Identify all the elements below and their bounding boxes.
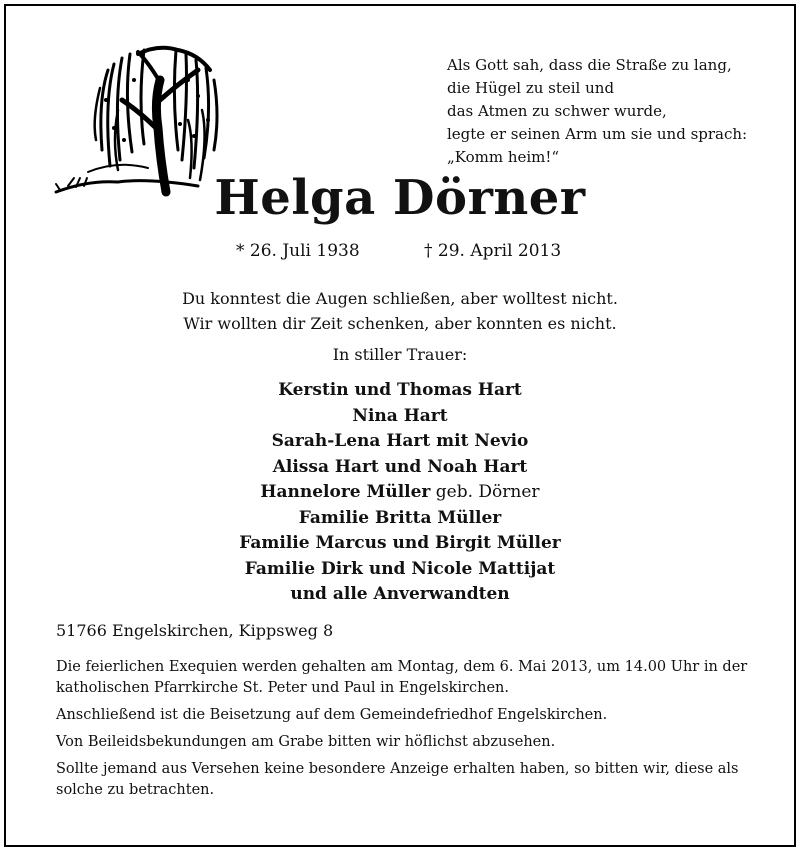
poem-line: legte er seinen Arm um sie und sprach: <box>447 125 748 143</box>
family-name: Familie Dirk und Nicole Mattijat <box>244 558 556 579</box>
info-paragraph: Anschließend ist die Beisetzung auf dem Gemeindefriedhof Engelskirchen. <box>56 707 608 723</box>
mourning-label: In stiller Trauer: <box>332 345 468 364</box>
family-name: Sarah-Lena Hart mit Nevio <box>271 431 529 451</box>
family-name: Familie Marcus und Birgit Müller <box>239 533 561 553</box>
family-name: und alle Anverwandten <box>290 584 510 604</box>
family-entry <box>0 531 800 557</box>
address: 51766 Engelskirchen, Kippsweg 8 <box>56 621 334 640</box>
family-list <box>0 378 800 608</box>
info-paragraph: Von Beileidsbekundungen am Grabe bitten wir höflichst abzusehen. <box>56 734 556 750</box>
poem-line: die Hügel zu steil und <box>447 79 615 97</box>
family-entry <box>0 582 800 608</box>
family-entry <box>0 429 800 455</box>
family-name: Hannelore Müller <box>260 482 431 502</box>
poem-line: „Komm heim!“ <box>447 148 560 166</box>
memorial-quote <box>0 286 800 336</box>
family-entry <box>0 378 800 404</box>
family-name: Alissa Hart und Noah Hart <box>272 456 528 477</box>
family-entry <box>0 557 800 583</box>
family-entry <box>0 404 800 430</box>
deceased-name: Helga Dörner <box>214 170 586 226</box>
poem-line: Als Gott sah, dass die Straße zu lang, <box>447 56 732 74</box>
family-entry <box>0 506 800 532</box>
family-name: Familie Britta Müller <box>298 507 502 528</box>
death-date: † 29. April 2013 <box>424 241 562 261</box>
poem <box>447 54 747 169</box>
family-entry <box>0 455 800 481</box>
quote-line: Wir wollten dir Zeit schenken, aber konnten es nicht. <box>183 314 617 333</box>
family-name: Kerstin und Thomas Hart <box>278 380 522 400</box>
info-paragraph: Die feierlichen Exequien werden gehalten am Montag, dem 6. Mai 2013, um 14.00 Uhr in der katholischen Pfarrkirche St. Peter und Paul in Engelskirchen. <box>56 659 748 696</box>
info-paragraph: Sollte jemand aus Versehen keine besondere Anzeige erhalten haben, so bitten wir, diese als solche zu betrachten. <box>56 761 739 798</box>
family-name: Nina Hart <box>352 405 448 426</box>
poem-line: das Atmen zu schwer wurde, <box>447 102 667 120</box>
family-suffix: geb. Dörner <box>430 482 540 502</box>
quote-line: Du konntest die Augen schließen, aber wolltest nicht. <box>182 289 618 308</box>
funeral-info <box>56 657 756 807</box>
family-entry <box>0 480 800 506</box>
birth-date: * 26. Juli 1938 <box>236 241 360 261</box>
